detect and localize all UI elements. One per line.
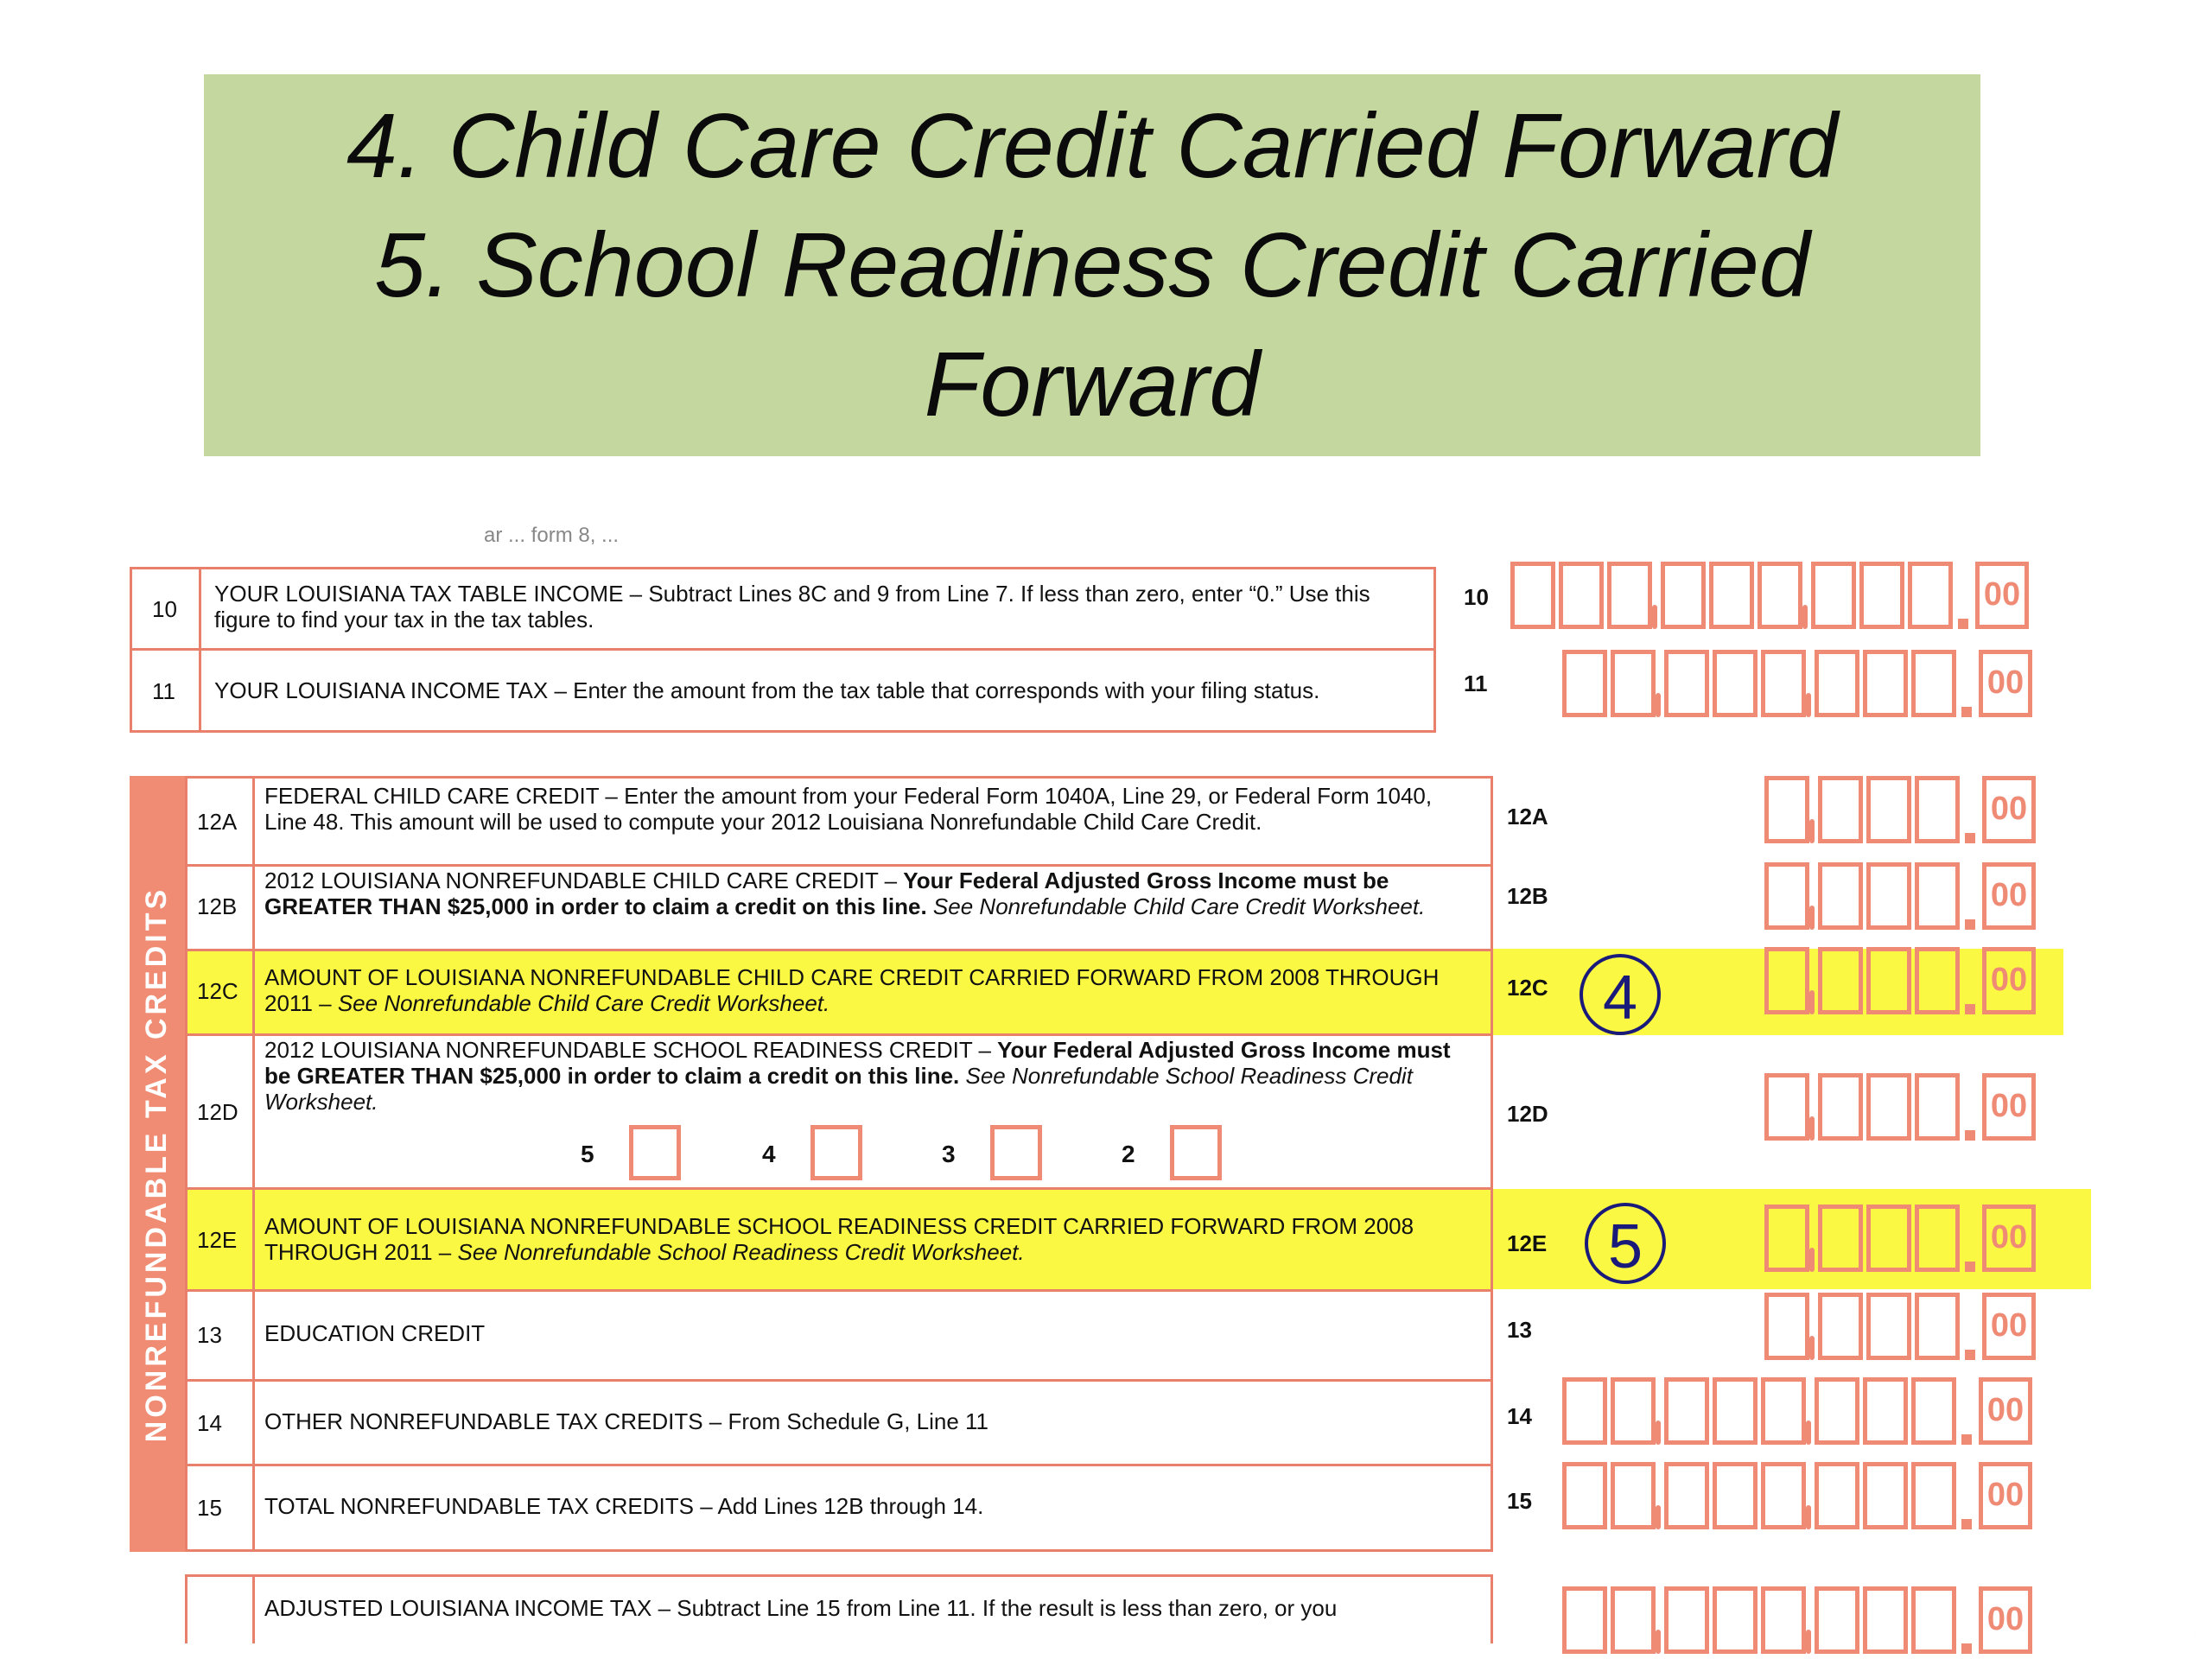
line-15-description: TOTAL NONREFUNDABLE TAX CREDITS – Add Lines 12B through 14. bbox=[264, 1493, 984, 1519]
checkbox-3[interactable] bbox=[990, 1125, 1042, 1180]
decimal-point bbox=[1965, 1130, 1975, 1141]
title-banner bbox=[204, 74, 1980, 456]
digit-cell[interactable] bbox=[1818, 1073, 1863, 1141]
divider bbox=[130, 648, 1436, 651]
digit-cell[interactable] bbox=[1815, 1462, 1859, 1529]
line-12c-number: 12C bbox=[197, 978, 238, 1004]
line-12c-description bbox=[264, 964, 1474, 1016]
digit-cell[interactable] bbox=[1866, 1293, 1911, 1360]
line-13-number: 13 bbox=[197, 1322, 222, 1348]
line-12d-label: 12D bbox=[1507, 1101, 1548, 1127]
checkbox-label-3: 3 bbox=[942, 1141, 956, 1167]
digit-cell[interactable] bbox=[1758, 562, 1802, 629]
line-15-label: 15 bbox=[1507, 1488, 1532, 1514]
decimal-point bbox=[1961, 1643, 1972, 1654]
digit-cell[interactable] bbox=[1764, 1293, 1809, 1360]
line-14-label: 14 bbox=[1507, 1403, 1532, 1429]
digit-cell[interactable] bbox=[1713, 1377, 1758, 1445]
line-14-number: 14 bbox=[197, 1410, 222, 1436]
cents-cell: 00 bbox=[1982, 1205, 2036, 1272]
line-13-label: 13 bbox=[1507, 1317, 1532, 1343]
digit-cell[interactable] bbox=[1761, 1586, 1806, 1654]
thousands-separator bbox=[1806, 1630, 1811, 1654]
digit-cell[interactable] bbox=[1761, 1462, 1806, 1529]
digit-cell[interactable] bbox=[1611, 650, 1656, 717]
digit-cell[interactable] bbox=[1562, 1377, 1607, 1445]
thousands-separator bbox=[1656, 1630, 1661, 1654]
digit-cell[interactable] bbox=[1607, 562, 1652, 629]
thousands-separator bbox=[1809, 1116, 1815, 1141]
line-12a-number: 12A bbox=[197, 809, 238, 835]
line-12a-label: 12A bbox=[1507, 804, 1548, 830]
line-10-description: YOUR LOUISIANA TAX TABLE INCOME – Subtract Lines 8C and 9 from Line 7. If less than zero, enter “0.” Use this figure to find your tax in the tax tables. bbox=[214, 581, 1370, 632]
digit-cell[interactable] bbox=[1911, 1377, 1956, 1445]
line-15-number: 15 bbox=[197, 1495, 222, 1521]
line-12c-label: 12C bbox=[1507, 975, 1548, 1001]
line-12d-text-c: See Nonrefundable School Readiness Credit Worksheet. bbox=[264, 1063, 1413, 1115]
digit-cell[interactable] bbox=[1915, 1073, 1960, 1141]
digit-cell[interactable] bbox=[1761, 650, 1806, 717]
thousands-separator bbox=[1656, 1421, 1661, 1445]
thousands-separator bbox=[1809, 990, 1815, 1014]
checkbox-label-2: 2 bbox=[1122, 1141, 1135, 1167]
divider bbox=[185, 1379, 1493, 1382]
digit-cell[interactable] bbox=[1818, 776, 1863, 843]
digit-cell[interactable] bbox=[1713, 1586, 1758, 1654]
title-line-1: 4. Child Care Credit Carried Forward bbox=[346, 95, 1839, 197]
thousands-separator bbox=[1656, 1505, 1661, 1529]
thousands-separator bbox=[1806, 1505, 1811, 1529]
torn-fragment-text: ar ... form 8, ... bbox=[484, 524, 620, 547]
thousands-separator bbox=[1806, 693, 1811, 717]
decimal-point bbox=[1965, 1350, 1975, 1360]
digit-cell[interactable] bbox=[1510, 562, 1555, 629]
cents-cell: 00 bbox=[1975, 562, 2029, 629]
digit-cell[interactable] bbox=[1815, 650, 1859, 717]
cents-cell: 00 bbox=[1982, 1293, 2036, 1360]
digit-cell[interactable] bbox=[1815, 1377, 1859, 1445]
line-12e-number: 12E bbox=[197, 1227, 238, 1253]
decimal-point bbox=[1965, 833, 1975, 843]
cents-cell: 00 bbox=[1979, 1586, 2032, 1654]
digit-cell[interactable] bbox=[1915, 862, 1960, 930]
digit-cell[interactable] bbox=[1863, 1377, 1908, 1445]
thousands-separator bbox=[1809, 1336, 1815, 1360]
slide-title bbox=[346, 86, 1838, 444]
checkbox-label-5: 5 bbox=[581, 1141, 594, 1167]
decimal-point bbox=[1965, 919, 1975, 930]
line-12b-label: 12B bbox=[1507, 883, 1548, 909]
checkbox-5[interactable] bbox=[629, 1125, 681, 1180]
thousands-separator bbox=[1806, 1421, 1811, 1445]
decimal-point bbox=[1965, 1004, 1975, 1014]
title-line-2: 5. School Readiness Credit Carried bbox=[374, 214, 1810, 316]
digit-cell[interactable] bbox=[1915, 776, 1960, 843]
line-12c-text-c: See Nonrefundable Child Care Credit Worksheet. bbox=[337, 990, 830, 1016]
divider bbox=[185, 1187, 1493, 1190]
title-line-3: Forward bbox=[924, 334, 1261, 435]
line-13-description: EDUCATION CREDIT bbox=[264, 1320, 486, 1346]
digit-cell[interactable] bbox=[1818, 1293, 1863, 1360]
decimal-point bbox=[1961, 707, 1972, 717]
digit-cell[interactable] bbox=[1815, 1586, 1859, 1654]
digit-cell[interactable] bbox=[1915, 1205, 1960, 1272]
digit-cell[interactable] bbox=[1818, 947, 1863, 1014]
cents-cell: 00 bbox=[1979, 650, 2032, 717]
digit-cell[interactable] bbox=[1915, 947, 1960, 1014]
digit-cell[interactable] bbox=[1761, 1377, 1806, 1445]
digit-cell[interactable] bbox=[1866, 1205, 1911, 1272]
digit-cell[interactable] bbox=[1562, 1586, 1607, 1654]
line-16-description: ADJUSTED LOUISIANA INCOME TAX – Subtract Line 15 from Line 11. If the result is less than zero, or you bbox=[264, 1595, 1338, 1621]
line-12d-number: 12D bbox=[197, 1099, 238, 1125]
line-12b-text-a: 2012 LOUISIANA NONREFUNDABLE CHILD CARE CREDIT – bbox=[264, 868, 904, 893]
digit-cell[interactable] bbox=[1911, 1462, 1956, 1529]
section-label: NONREFUNDABLE TAX CREDITS bbox=[140, 886, 174, 1442]
line-12b-text-b: Your Federal Adjusted Gross Income must be GREATER THAN $25,000 in order to claim a credit on this line. bbox=[264, 868, 1389, 919]
divider bbox=[185, 949, 1493, 951]
digit-cell[interactable] bbox=[1764, 947, 1809, 1014]
thousands-separator bbox=[1809, 819, 1815, 843]
decimal-point bbox=[1965, 1262, 1975, 1272]
digit-cell[interactable] bbox=[1866, 947, 1911, 1014]
line-11-description: YOUR LOUISIANA INCOME TAX – Enter the amount from the tax table that corresponds with your filing status. bbox=[214, 677, 1320, 703]
digit-cell[interactable] bbox=[1764, 1205, 1809, 1272]
line-12d-text-a: 2012 LOUISIANA NONREFUNDABLE SCHOOL READINESS CREDIT – bbox=[264, 1037, 998, 1063]
cents-cell: 00 bbox=[1982, 1073, 2036, 1141]
line-12d-description bbox=[264, 1037, 1474, 1115]
line-11-number: 11 bbox=[152, 678, 175, 704]
digit-cell[interactable] bbox=[1764, 776, 1809, 843]
line-12a-description: FEDERAL CHILD CARE CREDIT – Enter the amount from your Federal Form 1040A, Line 29, or Federal Form 1040, Line 48. This amount will be used to compute your 2012 Louisiana Nonrefundable Child Care Credit. bbox=[264, 783, 1433, 835]
digit-cell[interactable] bbox=[1611, 1377, 1656, 1445]
digit-cell[interactable] bbox=[1915, 1293, 1960, 1360]
line-12e-description bbox=[264, 1213, 1474, 1265]
line-12b-number: 12B bbox=[197, 893, 238, 919]
cents-cell: 00 bbox=[1982, 776, 2036, 843]
digit-cell[interactable] bbox=[1866, 862, 1911, 930]
digit-cell[interactable] bbox=[1863, 1586, 1908, 1654]
divider bbox=[185, 1289, 1493, 1292]
digit-cell[interactable] bbox=[1664, 1462, 1709, 1529]
thousands-separator bbox=[1802, 605, 1808, 629]
divider bbox=[185, 864, 1493, 867]
divider bbox=[252, 776, 255, 1552]
cents-cell: 00 bbox=[1979, 1462, 2032, 1529]
digit-cell[interactable] bbox=[1818, 862, 1863, 930]
checkbox-label-4: 4 bbox=[762, 1141, 776, 1167]
digit-cell[interactable] bbox=[1863, 650, 1908, 717]
digit-cell[interactable] bbox=[1559, 562, 1604, 629]
digit-cell[interactable] bbox=[1661, 562, 1706, 629]
digit-cell[interactable] bbox=[1866, 776, 1911, 843]
cents-cell: 00 bbox=[1982, 862, 2036, 930]
cents-cell: 00 bbox=[1979, 1377, 2032, 1445]
line-12b-description bbox=[264, 868, 1474, 919]
decimal-point bbox=[1961, 1519, 1972, 1529]
digit-cell[interactable] bbox=[1811, 562, 1856, 629]
checkbox-2[interactable] bbox=[1170, 1125, 1222, 1180]
digit-cell[interactable] bbox=[1664, 1377, 1709, 1445]
digit-cell[interactable] bbox=[1709, 562, 1754, 629]
line-11-label: 11 bbox=[1464, 671, 1488, 696]
digit-cell[interactable] bbox=[1911, 650, 1956, 717]
digit-cell[interactable] bbox=[1859, 562, 1904, 629]
line-12e-text-a: AMOUNT OF LOUISIANA NONREFUNDABLE SCHOOL READINESS CREDIT CARRIED FORWARD FROM 2008 THROUGH 2011 – bbox=[264, 1213, 1414, 1265]
thousands-separator bbox=[1809, 1248, 1815, 1272]
checkbox-4[interactable] bbox=[810, 1125, 862, 1180]
digit-cell[interactable] bbox=[1764, 862, 1809, 930]
thousands-separator bbox=[1652, 605, 1657, 629]
digit-cell[interactable] bbox=[1562, 650, 1607, 717]
line-14-description: OTHER NONREFUNDABLE TAX CREDITS – From Schedule G, Line 11 bbox=[264, 1408, 989, 1434]
cents-cell: 00 bbox=[1982, 947, 2036, 1014]
digit-cell[interactable] bbox=[1818, 1205, 1863, 1272]
digit-cell[interactable] bbox=[1713, 1462, 1758, 1529]
thousands-separator bbox=[1656, 693, 1661, 717]
marker-4: 4 bbox=[1580, 954, 1661, 1035]
line-10-label: 10 bbox=[1464, 584, 1489, 610]
digit-cell[interactable] bbox=[1611, 1586, 1656, 1654]
line-12b-text-c: See Nonrefundable Child Care Credit Worksheet. bbox=[926, 893, 1426, 919]
digit-cell[interactable] bbox=[1866, 1073, 1911, 1141]
line-12e-text-c: See Nonrefundable School Readiness Credit Worksheet. bbox=[457, 1239, 1025, 1265]
line-12e-label: 12E bbox=[1507, 1230, 1548, 1256]
line-12c-text-a: AMOUNT OF LOUISIANA NONREFUNDABLE CHILD CARE CREDIT CARRIED FORWARD FROM 2008 THROUGH 2011 – bbox=[264, 964, 1440, 1016]
marker-5: 5 bbox=[1585, 1203, 1666, 1284]
thousands-separator bbox=[1809, 906, 1815, 930]
digit-cell[interactable] bbox=[1764, 1073, 1809, 1141]
digit-cell[interactable] bbox=[1664, 650, 1709, 717]
divider bbox=[185, 1464, 1493, 1466]
line-12d-text-b: Your Federal Adjusted Gross Income must be GREATER THAN $25,000 in order to claim a credit on this line. bbox=[264, 1037, 1451, 1089]
decimal-point bbox=[1961, 1434, 1972, 1445]
digit-cell[interactable] bbox=[1664, 1586, 1709, 1654]
digit-cell[interactable] bbox=[1713, 650, 1758, 717]
digit-cell[interactable] bbox=[1611, 1462, 1656, 1529]
digit-cell[interactable] bbox=[1562, 1462, 1607, 1529]
digit-cell[interactable] bbox=[1908, 562, 1953, 629]
section-sidebar bbox=[130, 776, 185, 1552]
divider bbox=[252, 1574, 255, 1643]
digit-cell[interactable] bbox=[1911, 1586, 1956, 1654]
line-10-number: 10 bbox=[152, 596, 177, 622]
decimal-point bbox=[1958, 619, 1968, 629]
divider bbox=[185, 1033, 1493, 1036]
digit-cell[interactable] bbox=[1863, 1462, 1908, 1529]
